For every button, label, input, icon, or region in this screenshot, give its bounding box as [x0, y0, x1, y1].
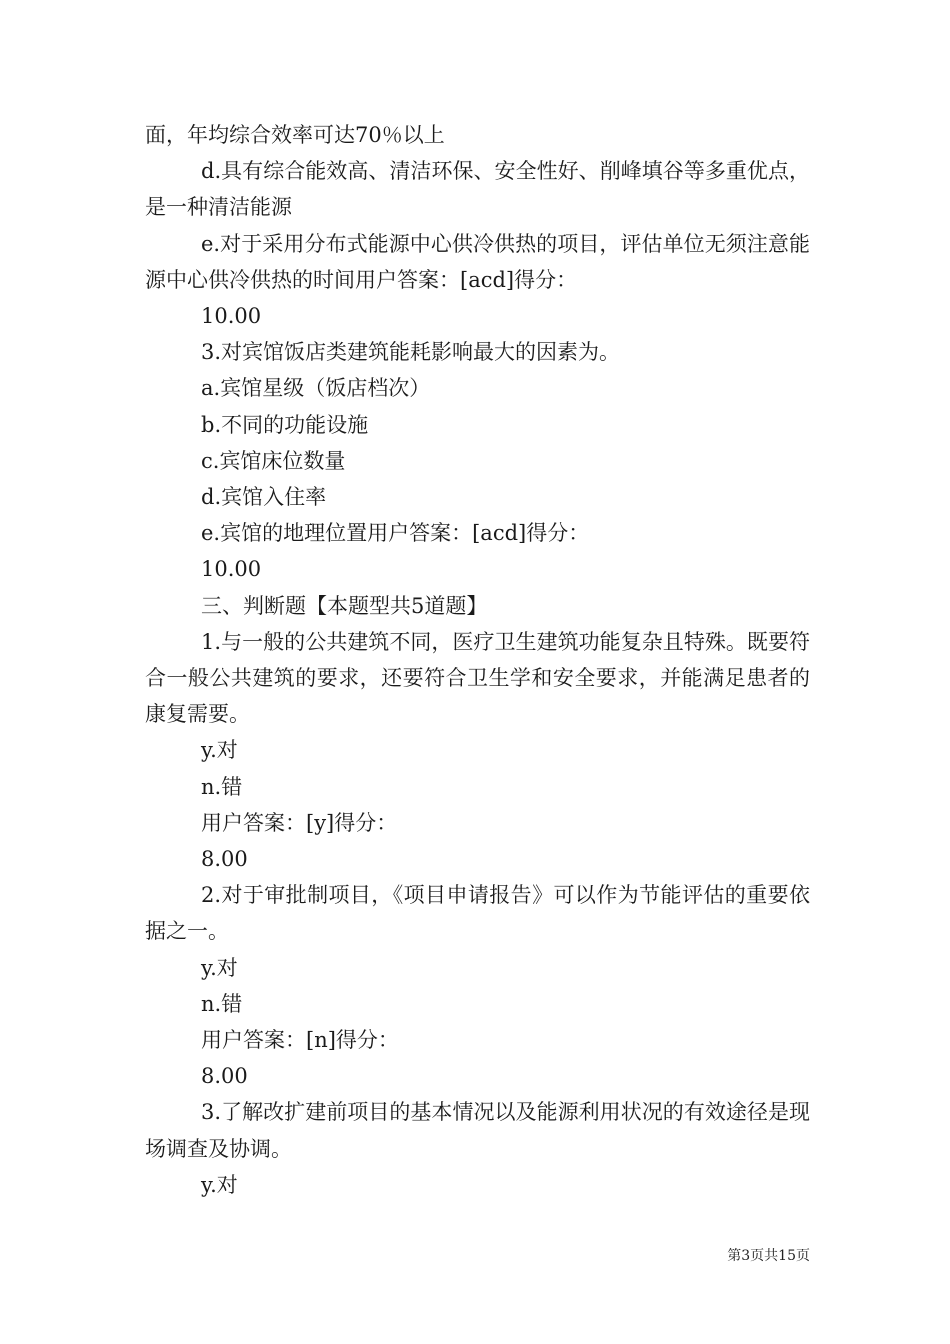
- paragraph-line: 面，年均综合效率可达70％以上: [145, 123, 445, 147]
- paragraph-line: 1.与一般的公共建筑不同，医疗卫生建筑功能复杂且特殊。既要符合一般公共建筑的要求，还要符合卫生学和安全要求，并能满足患者的康复需要。: [145, 629, 810, 727]
- paragraph-line: 10.00: [201, 557, 262, 582]
- paragraph-line: e.对于采用分布式能源中心供冷供热的项目，评估单位无须注意能源中心供冷供热的时间用户答案：[acd]得分：: [145, 231, 810, 292]
- paragraph-line: a.宾馆星级（饭店档次）: [201, 376, 431, 401]
- paragraph-line: 8.00: [201, 847, 248, 872]
- paragraph-line: 10.00: [201, 304, 262, 329]
- paragraph-line: e.宾馆的地理位置用户答案：[acd]得分：: [201, 521, 590, 546]
- paragraph-line: y.对: [201, 738, 238, 763]
- page-number-footer: 第3页共15页: [727, 1248, 810, 1264]
- paragraph-line: 3.了解改扩建前项目的基本情况以及能源利用状况的有效途径是现场调查及协调。: [145, 1100, 810, 1161]
- paragraph-line: n.错: [201, 991, 243, 1016]
- paragraph-line: 用户答案：[y]得分：: [201, 810, 398, 835]
- paragraph-line: b.不同的功能设施: [201, 412, 369, 437]
- paragraph-line: d.具有综合能效高、清洁环保、安全性好、削峰填谷等多重优点，是一种清洁能源: [145, 159, 810, 220]
- document-body: [145, 117, 810, 1203]
- paragraph-line: y.对: [201, 1172, 238, 1197]
- paragraph-line: 2.对于审批制项目，《项目申请报告》可以作为节能评估的重要依据之一。: [145, 883, 810, 944]
- paragraph-line: y.对: [201, 955, 238, 980]
- paragraph-line: 3.对宾馆饭店类建筑能耗影响最大的因素为。: [201, 340, 621, 365]
- paragraph-line: c.宾馆床位数量: [201, 448, 346, 473]
- paragraph-line: n.错: [201, 774, 243, 799]
- paragraph-line: 三、判断题【本题型共5道题】: [201, 593, 488, 618]
- paragraph-line: 8.00: [201, 1064, 248, 1089]
- paragraph-line: d.宾馆入住率: [201, 485, 327, 510]
- paragraph-line: 用户答案：[n]得分：: [201, 1028, 399, 1053]
